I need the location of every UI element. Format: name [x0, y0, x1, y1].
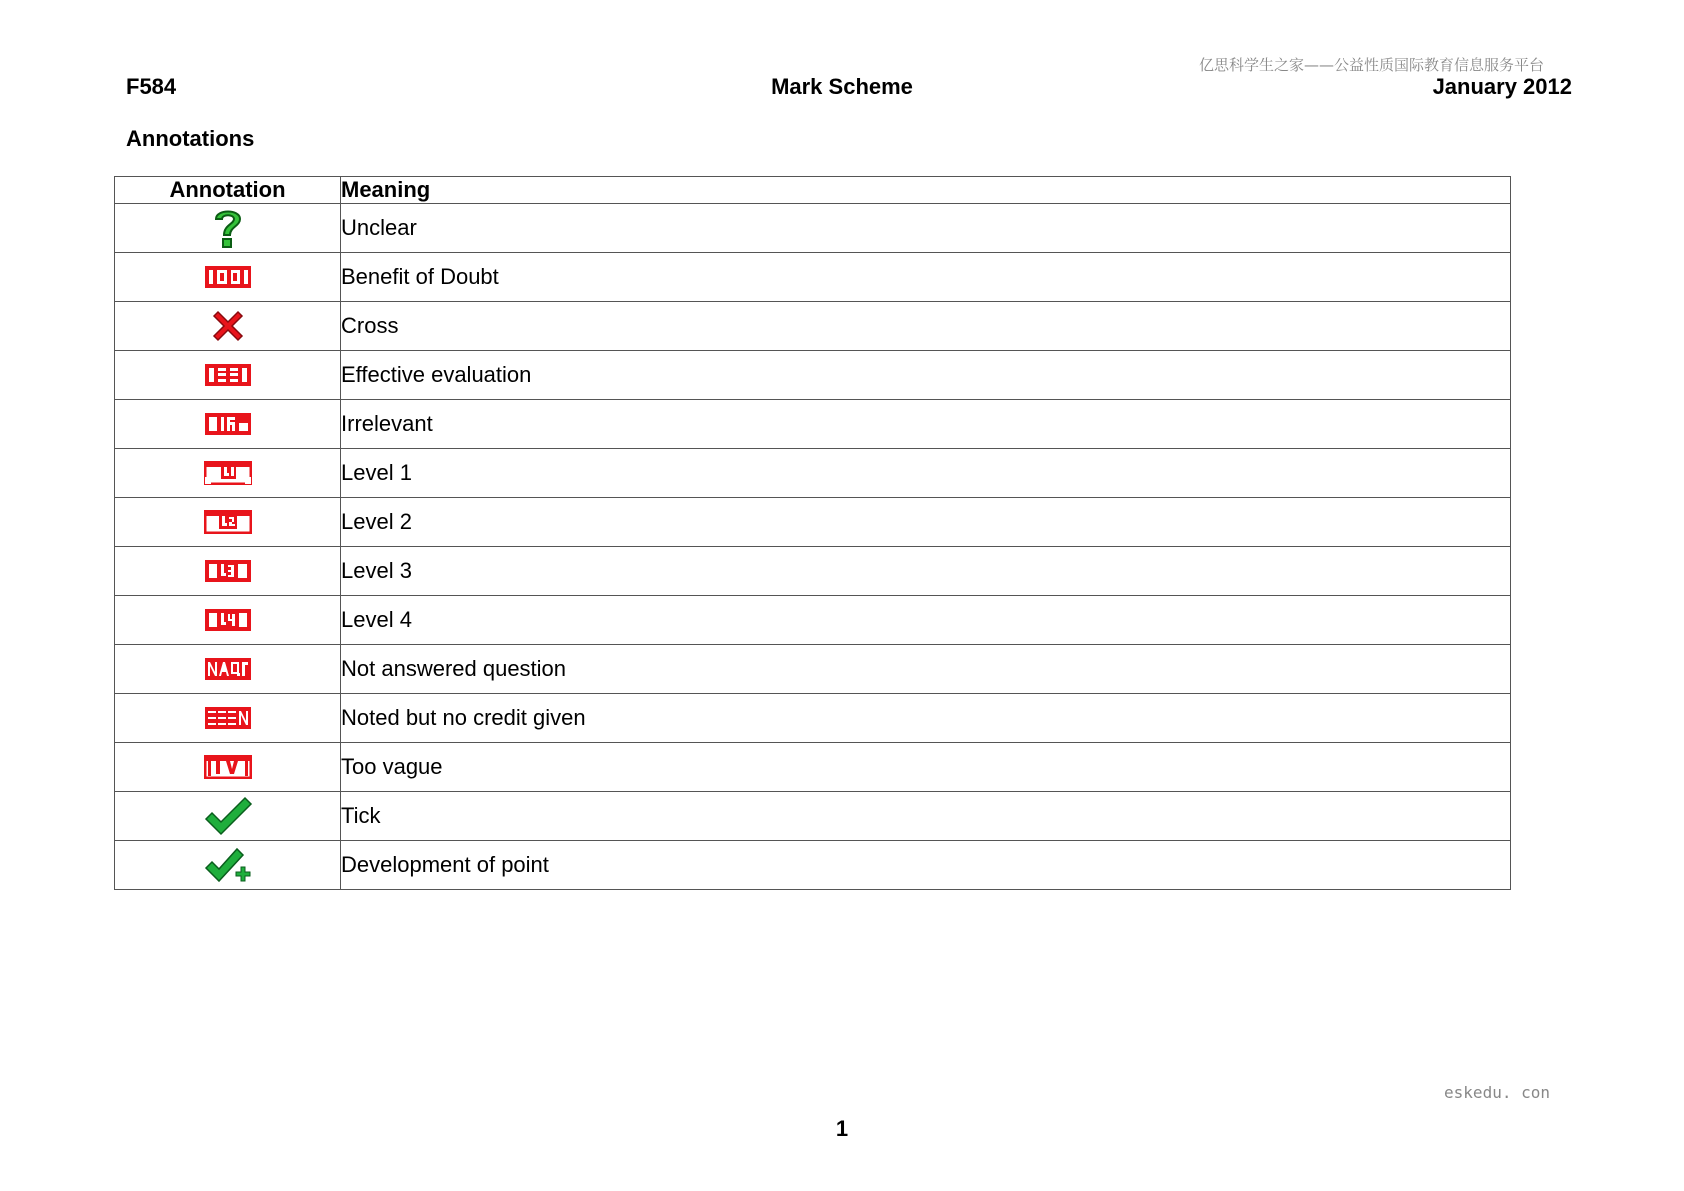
meaning-cell: Noted but no credit given	[341, 694, 1511, 743]
annotation-cell	[115, 694, 341, 743]
meaning-cell: Effective evaluation	[341, 351, 1511, 400]
table-row	[115, 498, 1511, 547]
exam-date: January 2012	[1432, 74, 1572, 99]
meaning-cell: Benefit of Doubt	[341, 253, 1511, 302]
table-row	[115, 547, 1511, 596]
bod-stamp-icon	[204, 265, 252, 289]
annotation-cell	[115, 792, 341, 841]
level-1-stamp-icon	[204, 461, 252, 485]
meaning-cell: Cross	[341, 302, 1511, 351]
meaning-cell: Tick	[341, 792, 1511, 841]
seen-stamp-icon	[204, 706, 252, 730]
annotation-cell	[115, 743, 341, 792]
table-row	[115, 841, 1511, 890]
meaning-cell: Unclear	[341, 204, 1511, 253]
table-row	[115, 449, 1511, 498]
table-header-row	[115, 177, 1511, 204]
meaning-cell: Not answered question	[341, 645, 1511, 694]
annotation-cell	[115, 204, 341, 253]
annotation-cell	[115, 498, 341, 547]
table-row	[115, 743, 1511, 792]
annotation-cell	[115, 351, 341, 400]
table-row	[115, 351, 1511, 400]
naq-stamp-icon	[204, 657, 252, 681]
table-row	[115, 302, 1511, 351]
table-row	[115, 596, 1511, 645]
table-row	[115, 400, 1511, 449]
annotation-cell	[115, 400, 341, 449]
level-2-stamp-icon	[204, 510, 252, 534]
annotation-cell	[115, 449, 341, 498]
annotation-cell	[115, 596, 341, 645]
tick-icon	[203, 795, 253, 837]
question-mark-icon	[208, 206, 248, 250]
watermark-top: 亿思科学生之家——公益性质国际教育信息服务平台	[1198, 56, 1544, 74]
annotations-table	[114, 176, 1511, 890]
table-row	[115, 792, 1511, 841]
irr-stamp-icon	[204, 412, 252, 436]
annotation-cell	[115, 645, 341, 694]
page-number: 1	[835, 1116, 849, 1141]
ee-stamp-icon	[204, 363, 252, 387]
meaning-cell: Level 4	[341, 596, 1511, 645]
annotation-cell	[115, 547, 341, 596]
level-4-stamp-icon	[204, 608, 252, 632]
table-row	[115, 645, 1511, 694]
level-3-stamp-icon	[204, 559, 252, 583]
annotation-cell	[115, 253, 341, 302]
meaning-cell: Irrelevant	[341, 400, 1511, 449]
header-meaning: Meaning	[341, 177, 1511, 204]
section-title: Annotations	[126, 126, 255, 151]
cross-icon	[208, 306, 248, 346]
table-row	[115, 204, 1511, 253]
meaning-cell: Level 1	[341, 449, 1511, 498]
table-row	[115, 253, 1511, 302]
watermark-bottom: eskedu. con	[1444, 1083, 1550, 1102]
meaning-cell: Level 3	[341, 547, 1511, 596]
annotation-cell	[115, 302, 341, 351]
annotation-cell	[115, 841, 341, 890]
meaning-cell: Too vague	[341, 743, 1511, 792]
tv-stamp-icon	[204, 755, 252, 779]
table-row	[115, 694, 1511, 743]
tick-plus-icon	[203, 844, 253, 886]
document-title: Mark Scheme	[771, 74, 913, 99]
meaning-cell: Level 2	[341, 498, 1511, 547]
meaning-cell: Development of point	[341, 841, 1511, 890]
exam-code: F584	[126, 74, 177, 99]
header-annotation: Annotation	[115, 177, 341, 204]
